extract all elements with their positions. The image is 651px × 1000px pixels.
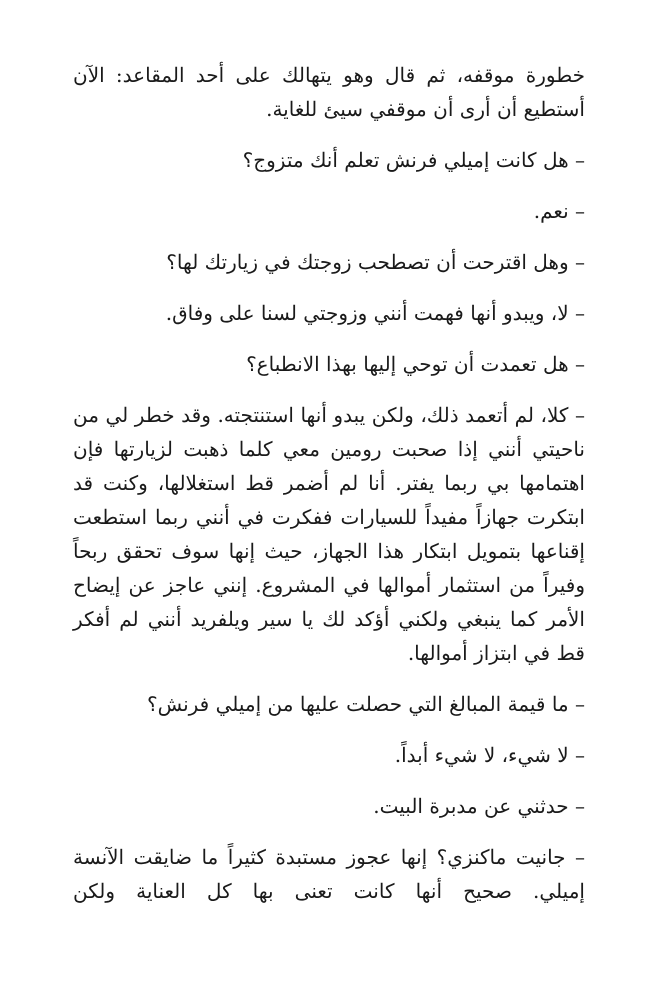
dialogue-line-nothing: – لا شيء، لا شيء أبداً. — [394, 743, 585, 767]
book-page — [0, 58, 651, 908]
dialogue-line-housekeeper: – حدثني عن مدبرة البيت. — [373, 794, 585, 818]
dialogue-line-question-amounts: – ما قيمة المبالغ التي حصلت عليها من إميلي فرنش؟ — [146, 692, 585, 716]
paragraph-long-answer: – كلا، لم أتعمد ذلك، ولكن يبدو أنها استنتجته. وقد خطر لي من ناحيتي أنني إذا صحبت رومين معي كلما ذهبت لزيارتها فإن اهتمامها بي ربما يفتر. أنا لم أضمر قط استغلالها، وكنت قد ابتكرت جهازاً مفيداً للسيارات ففكرت في أنني ربما استطعت إقناعها بتمويل ابتكار هذا الجهاز، حيث إنها سوف تحقق ربحاً وفيراً من استثمار أموالها في المشروع. إنني عاجز عن إيضاح الأمر كما ينبغي ولكني أؤكد لك يا سير ويلفريد أنني لم أفكر قط في ابتزاز أموالها. — [73, 403, 585, 665]
dialogue-line-question-impression: – هل تعمدت أن توحي إليها بهذا الانطباع؟ — [246, 352, 585, 376]
dialogue-line-question-wife: – وهل اقترحت أن تصطحب زوجتك في زيارتك لها؟ — [166, 250, 585, 274]
paragraph-1: خطورة موقفه، ثم قال وهو يتهالك على أحد المقاعد: الآن أستطيع أن أرى أن موقفي سيئ للغاية. — [73, 63, 585, 121]
paragraph-janet: – جانيت ماكنزي؟ إنها عجوز مستبدة كثيراً ما ضايقت الآنسة إميلي. صحيح أنها كانت تعنى بها كل العناية ولكن — [73, 845, 585, 903]
dialogue-line-yes: – نعم. — [533, 199, 585, 223]
dialogue-line-question-married: – هل كانت إميلي فرنش تعلم أنك متزوج؟ — [242, 148, 585, 172]
dialogue-line-not-agreeing: – لا، ويبدو أنها فهمت أنني وزوجتي لسنا على وفاق. — [165, 301, 585, 325]
